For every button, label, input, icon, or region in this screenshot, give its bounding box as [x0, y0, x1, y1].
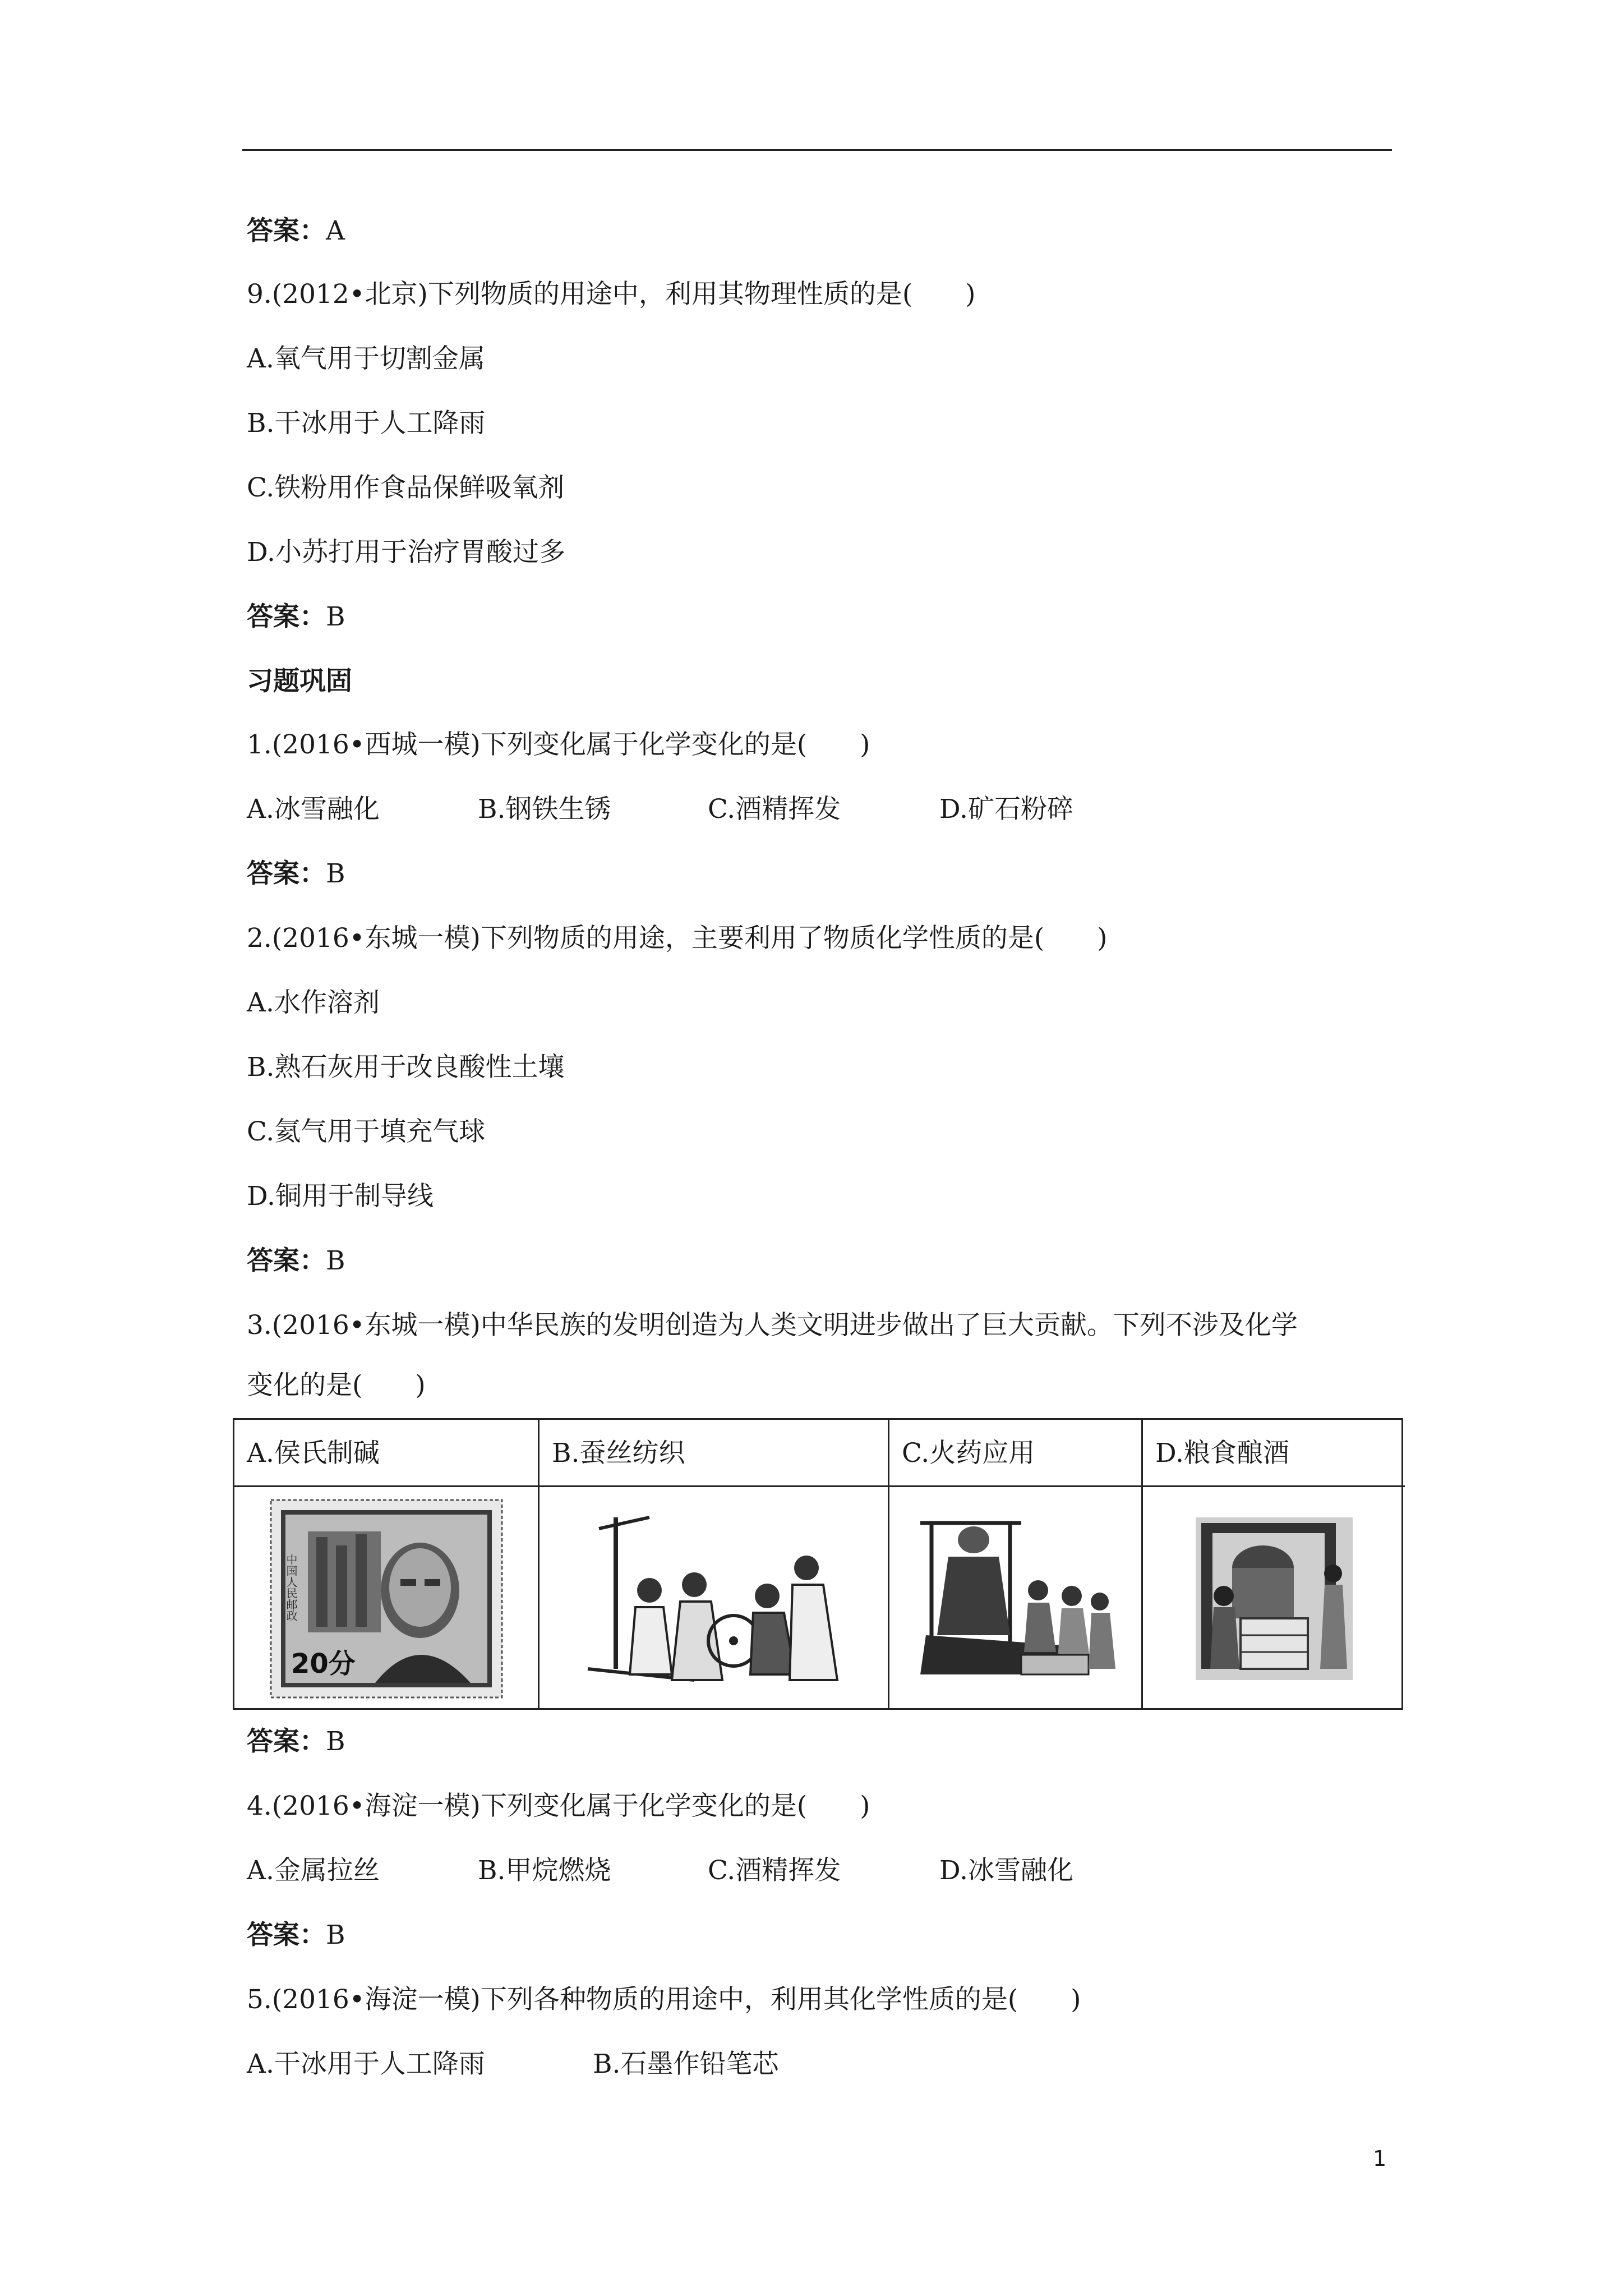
p5-option-b: B.石墨作铅笔芯 [593, 2049, 779, 2079]
p1-option-c: C.酒精挥发 [708, 794, 841, 825]
p5-stem: 5.(2016•海淀一模)下列各种物质的用途中，利用其化学性质的是( ) [247, 1984, 1081, 2015]
p5-option-a: A.干冰用于人工降雨 [247, 2049, 485, 2079]
p4-option-c: C.酒精挥发 [708, 1855, 841, 1886]
p3-cell-d [1143, 1420, 1405, 1708]
p4-options [247, 1854, 1368, 1888]
p3-cell-c [889, 1420, 1143, 1708]
q9-stem: 9.(2012•北京)下列物质的用途中，利用其物理性质的是( ) [247, 279, 976, 310]
p1-stem: 1.(2016•西城一模)下列变化属于化学变化的是( ) [247, 729, 870, 760]
p3-stem-line1: 3.(2016•东城一模)中华民族的发明创造为人类文明进步做出了巨大贡献。下列不涉及化学 [247, 1310, 1298, 1341]
p3-gunpowder-image [889, 1489, 1141, 1708]
p3-stamp-image [234, 1489, 538, 1708]
q9-option-b: B.干冰用于人工降雨 [247, 408, 486, 439]
p4-option-b: B.甲烷燃烧 [478, 1855, 611, 1886]
p4-answer: 答案：B [247, 1920, 345, 1950]
p4-stem: 4.(2016•海淀一模)下列变化属于化学变化的是( ) [247, 1791, 870, 1821]
stamp-value-text: 20分 [291, 1648, 356, 1680]
p1-option-b: B.钢铁生锈 [478, 794, 611, 825]
p1-answer: 答案：B [247, 858, 345, 889]
q9-option-d: D.小苏打用于治疗胃酸过多 [247, 537, 565, 568]
p1-options [247, 793, 1368, 826]
section-title: 习题巩固 [247, 666, 352, 697]
q9-option-c: C.铁粉用作食品保鲜吸氧剂 [247, 472, 565, 503]
p2-option-a: A.水作溶剂 [247, 987, 380, 1018]
p1-option-d: D.矿石粉碎 [939, 794, 1073, 825]
p4-option-d: D.冰雪融化 [939, 1855, 1073, 1886]
q9-answer: 答案：B [247, 601, 345, 632]
q8-answer: 答案：A [247, 215, 345, 246]
p3-winemaking-image [1143, 1489, 1405, 1708]
p2-option-d: D.铜用于制导线 [247, 1181, 434, 1212]
p3-cell-b [540, 1420, 889, 1708]
p3-cell-a [234, 1420, 540, 1708]
p2-option-b: B.熟石灰用于改良酸性土壤 [247, 1052, 565, 1083]
p2-answer: 答案：B [247, 1245, 345, 1276]
q9-option-a: A.氧气用于切割金属 [247, 343, 485, 374]
p3-header-a: A.侯氏制碱 [234, 1420, 538, 1487]
header-rule [242, 149, 1392, 151]
p3-silk-weaving-image [540, 1489, 888, 1708]
p5-options [247, 2047, 1368, 2081]
p3-header-c: C.火药应用 [889, 1420, 1141, 1487]
p3-header-d: D.粮食酿酒 [1143, 1420, 1405, 1487]
p2-stem: 2.(2016•东城一模)下列物质的用途，主要利用了物质化学性质的是( ) [247, 923, 1108, 954]
p2-option-c: C.氦气用于填充气球 [247, 1116, 486, 1147]
p3-stem-line2: 变化的是( ) [247, 1370, 426, 1401]
page-number: 1 [1373, 2146, 1387, 2171]
p3-options-table [233, 1418, 1403, 1710]
p4-option-a: A.金属拉丝 [247, 1855, 380, 1886]
p3-header-b: B.蚕丝纺织 [540, 1420, 888, 1487]
p3-answer: 答案：B [247, 1726, 345, 1757]
p1-option-a: A.冰雪融化 [247, 794, 380, 825]
stamp-country-text: 中国人民邮政 [284, 1553, 298, 1621]
